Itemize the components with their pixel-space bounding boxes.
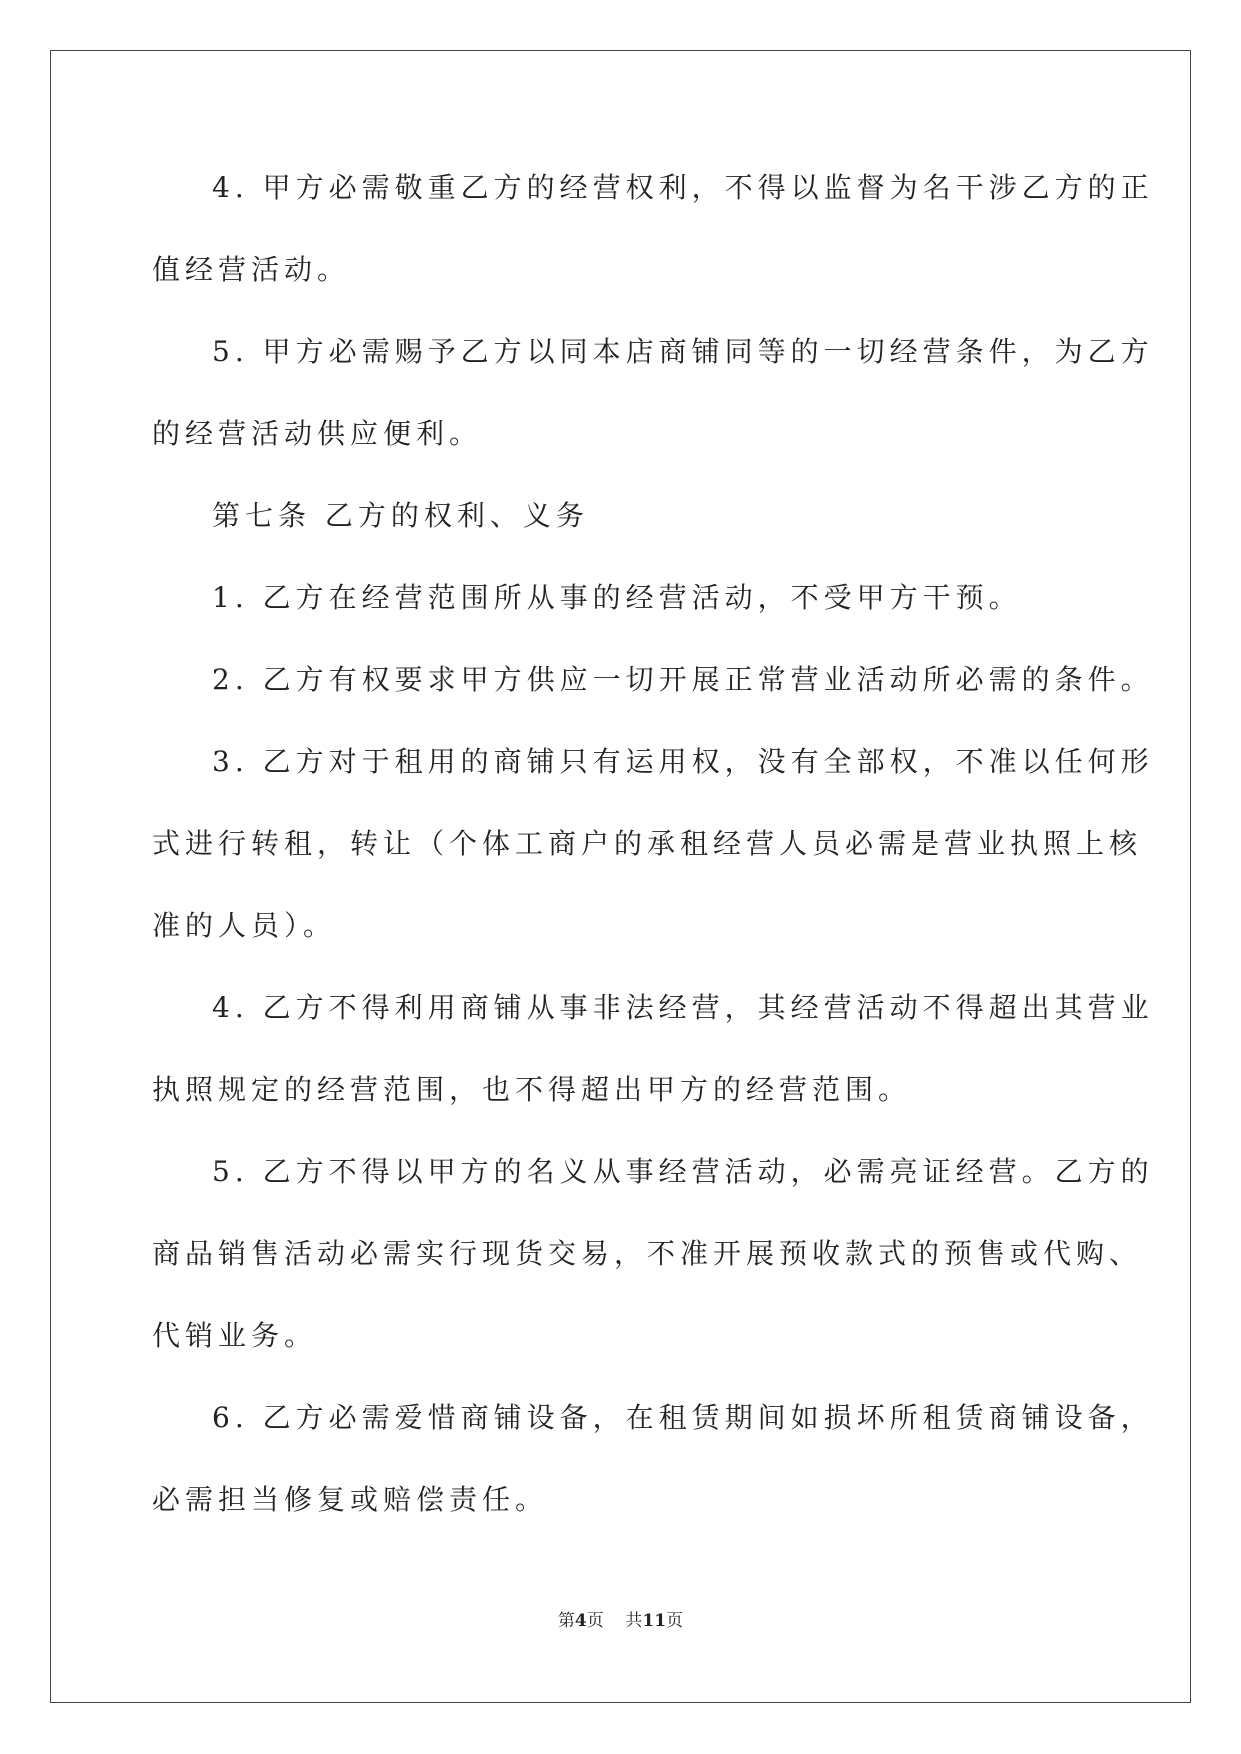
section-heading: 第七条 乙方的权利、义务 — [212, 499, 589, 532]
paragraph-line: 准的人员）。 — [152, 909, 337, 942]
paragraph-line: 执照规定的经营范围，也不得超出甲方的经营范围。 — [152, 1073, 912, 1106]
paragraph-line: 代销业务。 — [152, 1319, 318, 1352]
total-prefix: 共 — [625, 1611, 643, 1631]
paragraph-line: 2. 乙方有权要求甲方供应一切开展正常营业活动所必需的条件。 — [212, 663, 1154, 696]
paragraph-line: 4. 乙方不得利用商铺从事非法经营，其经营活动不得超出其营业 — [212, 991, 1154, 1024]
total-suffix: 页 — [666, 1611, 684, 1631]
paragraph-line: 6. 乙方必需爱惜商铺设备，在租赁期间如损坏所租赁商铺设备， — [212, 1401, 1154, 1434]
page-prefix: 第 — [557, 1611, 575, 1631]
total-pages: 11 — [642, 1611, 667, 1631]
document-body — [152, 160, 1154, 1554]
page-footer — [0, 1606, 1241, 1631]
paragraph-line: 的经营活动供应便利。 — [152, 417, 483, 450]
paragraph-line: 3. 乙方对于租用的商铺只有运用权，没有全部权，不准以任何形 — [212, 745, 1154, 778]
paragraph-line: 1. 乙方在经营范围所从事的经营活动，不受甲方干预。 — [212, 581, 1022, 614]
paragraph-line: 必需担当修复或赔偿责任。 — [152, 1483, 549, 1516]
paragraph-line: 商品销售活动必需实行现货交易，不准开展预收款式的预售或代购、 — [152, 1237, 1143, 1270]
paragraph-line: 式进行转租，转让（个体工商户的承租经营人员必需是营业执照上核 — [152, 827, 1143, 860]
paragraph-line: 值经营活动。 — [152, 253, 351, 286]
page-number: 4 — [574, 1611, 587, 1631]
page-suffix: 页 — [586, 1611, 604, 1631]
paragraph-line: 4. 甲方必需敬重乙方的经营权利，不得以监督为名干涉乙方的正 — [212, 171, 1154, 204]
paragraph-line: 5. 乙方不得以甲方的名义从事经营活动，必需亮证经营。乙方的 — [212, 1155, 1154, 1188]
paragraph-line: 5. 甲方必需赐予乙方以同本店商铺同等的一切经营条件，为乙方 — [212, 335, 1154, 368]
